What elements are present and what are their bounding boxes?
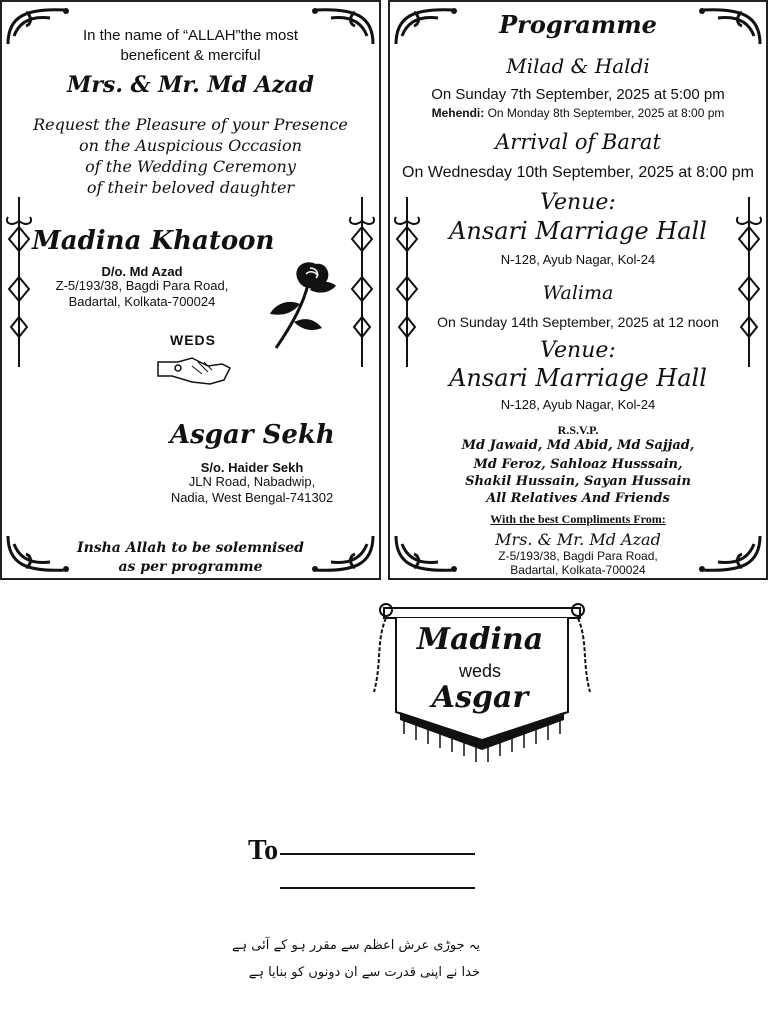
rose-icon xyxy=(264,252,344,352)
urdu-couplet-line-2: خدا نے اپنی قدرت سے ان دونوں کو بنایا ہے xyxy=(248,965,480,980)
weds-label: WEDS xyxy=(170,332,216,348)
banner-groom-name: Asgar xyxy=(431,680,529,715)
hosts-name: Mrs. & Mr. Md Azad xyxy=(66,72,314,98)
rsvp-label: R.S.V.P. xyxy=(557,423,599,437)
request-line: Request the Pleasure of your Presence xyxy=(33,115,348,134)
event1-title: Milad & Haldi xyxy=(506,54,650,78)
mehendi-date: On Monday 8th September, 2025 at 8:00 pm xyxy=(487,106,725,120)
rsvp-name-line: Shakil Hussain, Sayan Hussain xyxy=(465,474,691,489)
venue2-name: Ansari Marriage Hall xyxy=(449,364,707,392)
compliments-text: With the best Compliments From: xyxy=(490,512,666,526)
side-vine-ornament-icon xyxy=(4,197,34,367)
venue-name: Ansari Marriage Hall xyxy=(449,217,707,245)
closing-line-2: as per programme xyxy=(118,559,263,575)
left-invitation-panel xyxy=(0,0,381,580)
event3-title: Walima xyxy=(542,282,614,304)
rsvp-name-line: All Relatives And Friends xyxy=(486,491,670,506)
invocation-line-2: beneficent & merciful xyxy=(120,47,261,64)
request-line: of their beloved daughter xyxy=(86,178,295,197)
from-name: Mrs. & Mr. Md Azad xyxy=(495,530,661,549)
request-line: of the Wedding Ceremony xyxy=(85,157,296,176)
venue2-label: Venue: xyxy=(540,338,616,363)
event1-date: On Sunday 7th September, 2025 at 5:00 pm xyxy=(431,86,725,103)
handshake-icon xyxy=(154,348,234,388)
bride-parent: D/o. Md Azad xyxy=(101,264,183,279)
rsvp-name-line: Md Jawaid, Md Abid, Md Sajjad, xyxy=(461,438,695,453)
bride-address-line-1: Z-5/193/38, Bagdi Para Road, xyxy=(55,278,229,293)
request-line: on the Auspicious Occasion xyxy=(79,136,302,155)
right-programme-panel xyxy=(388,0,768,580)
banner-weds: weds xyxy=(458,661,502,681)
compliments-label xyxy=(390,512,766,527)
address-line-1 xyxy=(280,853,475,855)
venue-address: N-128, Ayub Nagar, Kol-24 xyxy=(500,252,656,267)
bride-name: Madina Khatoon xyxy=(32,226,275,256)
banner-bride-name: Madina xyxy=(416,622,544,657)
bride-address-line-2: Badartal, Kolkata-700024 xyxy=(68,294,216,309)
programme-title: Programme xyxy=(499,10,657,39)
invocation-line-1: In the name of “ALLAH”the most xyxy=(82,27,299,44)
side-vine-ornament-icon xyxy=(347,197,377,367)
groom-parent: S/o. Haider Sekh xyxy=(200,460,304,475)
from-address-line-1: Z-5/193/38, Bagdi Para Road, xyxy=(498,549,658,563)
from-address-line-2: Badartal, Kolkata-700024 xyxy=(510,563,646,577)
event2-date: On Wednesday 10th September, 2025 at 8:00 pm xyxy=(402,164,754,181)
groom-name: Asgar Sekh xyxy=(170,420,335,450)
to-label: To xyxy=(248,835,279,866)
event2-title: Arrival of Barat xyxy=(495,130,661,154)
closing-line-1: Insha Allah to be solemnised xyxy=(77,540,304,556)
venue-label: Venue: xyxy=(540,190,616,215)
address-line-2 xyxy=(280,887,475,889)
venue2-address: N-128, Ayub Nagar, Kol-24 xyxy=(500,397,656,412)
event3-date: On Sunday 14th September, 2025 at 12 noon xyxy=(437,314,719,330)
mehendi-line xyxy=(390,106,766,120)
groom-address-line-1: JLN Road, Nabadwip, xyxy=(188,474,316,489)
groom-address-line-2: Nadia, West Bengal-741302 xyxy=(170,490,334,505)
urdu-couplet-line-1: یہ جوڑی عرش اعظم سے مقرر ہو کے آئی ہے xyxy=(231,938,480,953)
rsvp-name-line: Md Feroz, Sahloaz Husssain, xyxy=(473,457,683,472)
mehendi-label: Mehendi: xyxy=(431,106,485,120)
